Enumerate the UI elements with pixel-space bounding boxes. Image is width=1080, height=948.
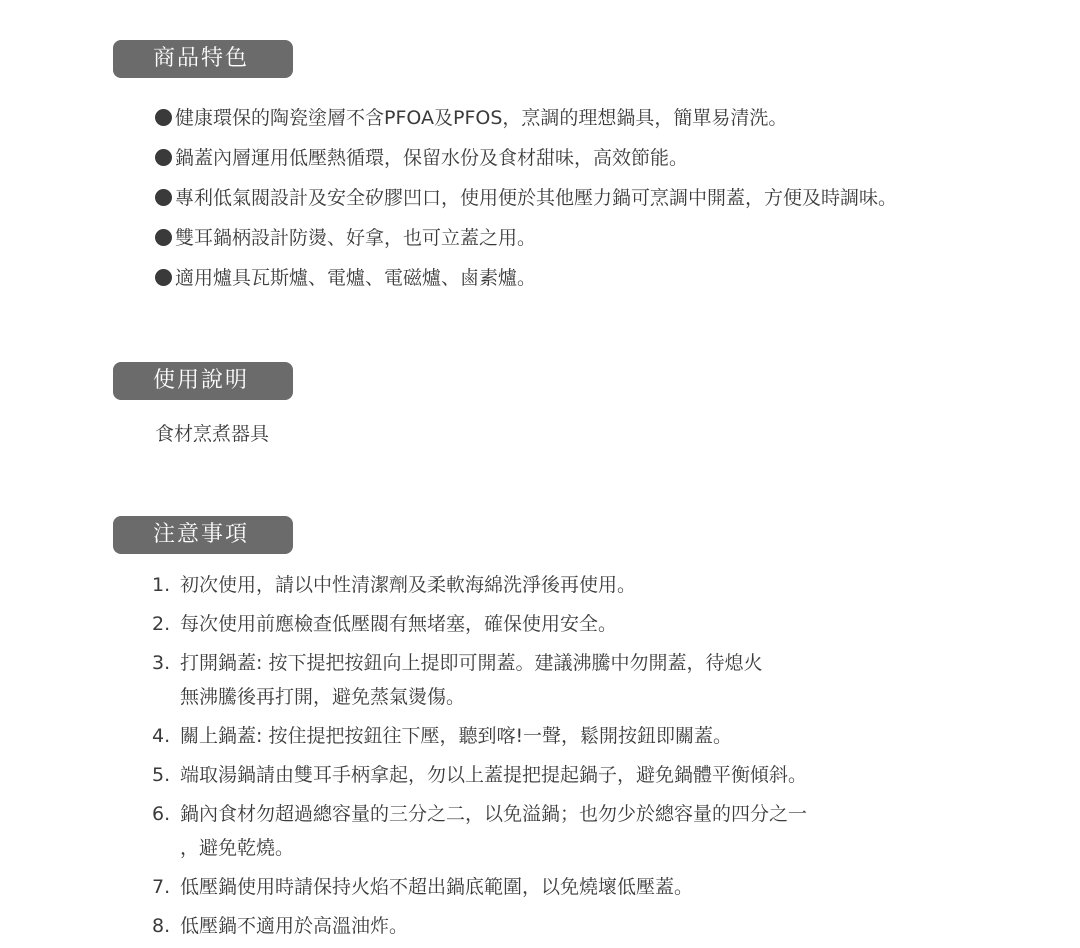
list-item xyxy=(152,909,920,943)
note-text: 端取湯鍋請由雙耳手柄拿起，勿以上蓋提把提起鍋子，避免鍋體平衡傾斜。 xyxy=(180,764,808,786)
bullet-icon xyxy=(155,269,172,286)
notes-list xyxy=(152,568,920,948)
note-number: 8. xyxy=(152,915,171,937)
note-text: 初次使用，請以中性清潔劑及柔軟海綿洗淨後再使用。 xyxy=(180,574,637,596)
list-item xyxy=(152,797,920,865)
note-text: 鍋內食材勿超過總容量的三分之二，以免溢鍋；也勿少於總容量的四分之一 ，避免乾燒。 xyxy=(180,803,808,859)
note-text: 打開鍋蓋: 按下提把按鈕向上提即可開蓋。建議沸騰中勿開蓋，待熄火 無沸騰後再打開，避免蒸氣燙傷。 xyxy=(180,652,763,708)
usage-section-title: 使用說明 xyxy=(113,362,293,400)
note-text: 每次使用前應檢查低壓閥有無堵塞，確保使用安全。 xyxy=(180,613,618,635)
bullet-icon xyxy=(155,189,172,206)
bullet-icon xyxy=(155,149,172,166)
bullet-icon xyxy=(155,109,172,126)
list-item xyxy=(155,98,897,138)
feature-text: 鍋蓋內層運用低壓熱循環，保留水份及食材甜味，高效節能。 xyxy=(175,147,689,169)
feature-text: 雙耳鍋柄設計防燙、好拿，也可立蓋之用。 xyxy=(175,227,537,249)
note-number: 7. xyxy=(152,876,171,898)
list-item xyxy=(155,138,897,178)
features-section-title: 商品特色 xyxy=(113,40,293,78)
list-item xyxy=(152,568,920,602)
list-item xyxy=(152,719,920,753)
note-number: 1. xyxy=(152,574,171,596)
feature-text: 健康環保的陶瓷塗層不含PFOA及PFOS，烹調的理想鍋具，簡單易清洗。 xyxy=(175,107,788,129)
note-number: 5. xyxy=(152,764,171,786)
note-number: 2. xyxy=(152,613,171,635)
list-item xyxy=(155,218,897,258)
list-item xyxy=(152,758,920,792)
list-item xyxy=(152,646,920,714)
features-list xyxy=(155,98,897,298)
feature-text: 專利低氣閥設計及安全矽膠凹口，使用便於其他壓力鍋可烹調中開蓋，方便及時調味。 xyxy=(175,187,898,209)
list-item xyxy=(152,870,920,904)
note-number: 3. xyxy=(152,652,171,674)
list-item xyxy=(155,178,897,218)
note-text: 關上鍋蓋: 按住提把按鈕往下壓，聽到喀!一聲，鬆開按鈕即關蓋。 xyxy=(180,725,733,747)
note-text: 低壓鍋不適用於高溫油炸。 xyxy=(180,915,409,937)
note-number: 6. xyxy=(152,803,171,825)
list-item xyxy=(152,607,920,641)
note-number: 4. xyxy=(152,725,171,747)
note-text: 低壓鍋使用時請保持火焰不超出鍋底範圍，以免燒壞低壓蓋。 xyxy=(180,876,694,898)
usage-text: 食材烹煮器具 xyxy=(155,423,270,445)
feature-text: 適用爐具瓦斯爐、電爐、電磁爐、鹵素爐。 xyxy=(175,267,537,289)
list-item xyxy=(155,258,897,298)
bullet-icon xyxy=(155,229,172,246)
notes-section-title: 注意事項 xyxy=(113,516,293,554)
